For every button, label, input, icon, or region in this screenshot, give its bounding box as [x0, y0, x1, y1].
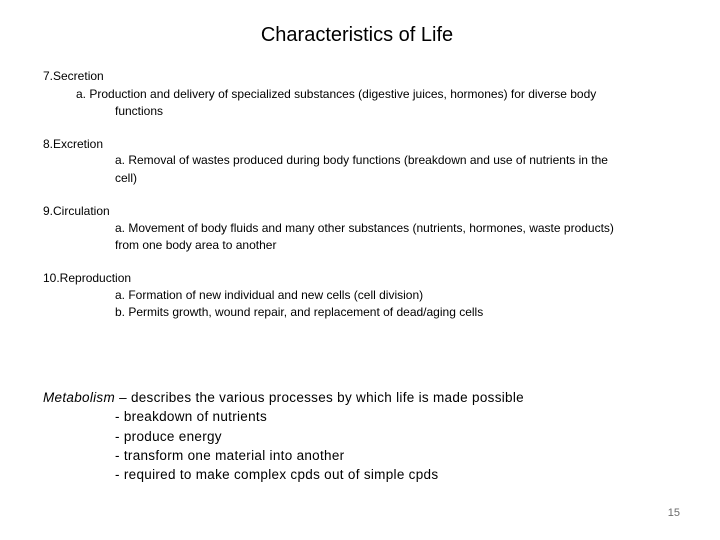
metabolism-point: - required to make complex cpds out of simple cpds [115, 467, 439, 482]
circulation-item-a-line1: a. Movement of body fluids and many other substances (nutrients, hormones, waste products) [115, 221, 614, 235]
reproduction-item-b: b. Permits growth, wound repair, and replacement of dead/aging cells [115, 305, 484, 319]
section-heading-reproduction: 10.Reproduction [43, 271, 132, 285]
slide-title: Characteristics of Life [260, 24, 454, 46]
metabolism-definition-text: – describes the various processes by which life is made possible [115, 390, 524, 405]
metabolism-definition [43, 388, 524, 408]
metabolism-point: - breakdown of nutrients [115, 409, 268, 424]
reproduction-item-a: a. Formation of new individual and new cells (cell division) [115, 288, 424, 302]
metabolism-point: - transform one material into another [115, 448, 345, 463]
secretion-item-a-line2: functions [115, 104, 164, 118]
section-heading-circulation: 9.Circulation [43, 204, 110, 218]
excretion-item-a-line2: cell) [115, 171, 138, 185]
page-number: 15 [667, 507, 680, 519]
section-heading-excretion: 8.Excretion [43, 137, 104, 151]
circulation-item-a-line2: from one body area to another [115, 238, 277, 252]
excretion-item-a-line1: a. Removal of wastes produced during body functions (breakdown and use of nutrients in the [115, 153, 608, 167]
metabolism-point: - produce energy [115, 429, 222, 444]
metabolism-term: Metabolism [43, 390, 116, 405]
section-heading-secretion: 7.Secretion [43, 69, 104, 83]
secretion-item-a-line1: a. Production and delivery of specialized substances (digestive juices, hormones) for diverse body [76, 87, 597, 101]
